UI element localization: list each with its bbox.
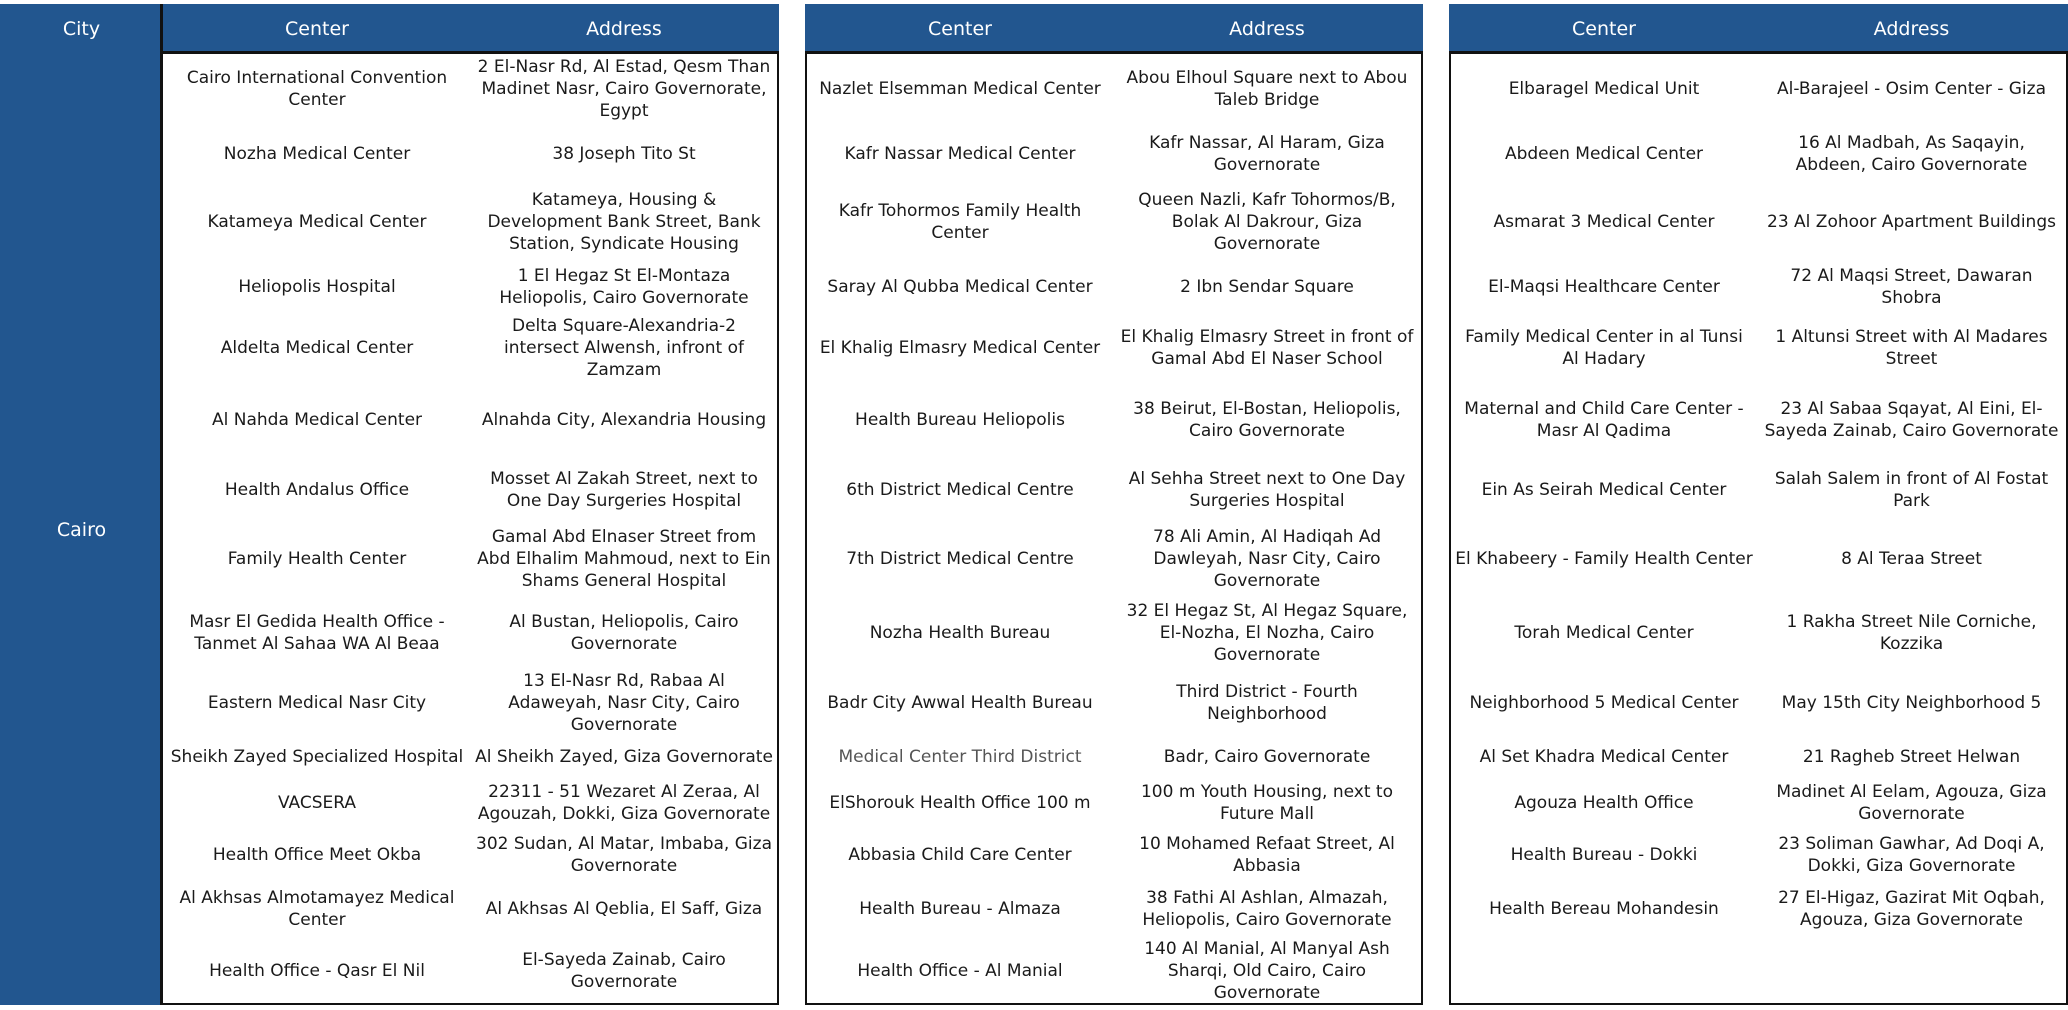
- table-cell-address: 22311 - 51 Wezaret Al Zeraa, Al Agouzah, Dokki, Giza Governorate: [477, 781, 771, 824]
- table-cell-address: 1 Altunsi Street with Al Madares Street: [1775, 326, 2048, 369]
- table-cell-address: 38 Beirut, El-Bostan, Heliopolis, Cairo Governorate: [1133, 399, 1401, 441]
- table-cell-center: Health Office - Al Manial: [857, 960, 1063, 981]
- table-cell-address: Abou Elhoul Square next to Abou Taleb Bridge: [1126, 68, 1408, 110]
- table-cell-center: Nozha Health Bureau: [869, 623, 1051, 643]
- table-cell-center: Kafr Tohormos Family Health Center: [838, 201, 1082, 243]
- city-column: [0, 4, 163, 1005]
- table-cell-address: Al Bustan, Heliopolis, Cairo Governorate: [509, 612, 739, 654]
- table-cell-address: 38 Joseph Tito St: [552, 144, 696, 164]
- table-cell-address: Gamal Abd Elnaser Street from Abd Elhalim Mahmoud, next to Ein Shams General Hospital: [477, 527, 771, 591]
- header-address-3: Address: [1873, 18, 1950, 40]
- table-cell-center: Sheikh Zayed Specialized Hospital: [170, 746, 464, 767]
- table-cell-address: 23 Al Zohoor Apartment Buildings: [1767, 212, 2056, 232]
- table-cell-address: Al Akhsas Al Qeblia, El Saff, Giza: [485, 898, 763, 919]
- table-cell-address: Queen Nazli, Kafr Tohormos/B, Bolak Al Dakrour, Giza Governorate: [1138, 190, 1396, 254]
- table-cell-address: Badr, Cairo Governorate: [1163, 746, 1371, 767]
- table-cell-center: El Khalig Elmasry Medical Center: [819, 337, 1101, 358]
- table-cell-address: 32 El Hegaz St, Al Hegaz Square, El-Nozha, El Nozha, Cairo Governorate: [1126, 601, 1408, 665]
- city-name: Cairo: [56, 519, 107, 541]
- table-cell-address: 27 El-Higaz, Gazirat Mit Oqbah, Agouza, Giza Governorate: [1778, 887, 2045, 930]
- table-cell-address: 100 m Youth Housing, next to Future Mall: [1140, 781, 1393, 824]
- table-cell-address: Salah Salem in front of Al Fostat Park: [1774, 469, 2049, 511]
- table-cell-address: 140 Al Manial, Al Manyal Ash Sharqi, Old Cairo, Cairo Governorate: [1144, 938, 1390, 1003]
- table-cell-center: Health Bureau - Almaza: [859, 898, 1061, 919]
- table-cell-center: Saray Al Qubba Medical Center: [827, 276, 1093, 297]
- header-city: City: [62, 18, 101, 40]
- table-cell-center: Health Office - Qasr El Nil: [209, 960, 425, 981]
- table-cell-center: Abbasia Child Care Center: [848, 845, 1072, 865]
- table-cell-address: [1757, 937, 2066, 1004]
- table-cell-address: 72 Al Maqsi Street, Dawaran Shobra: [1790, 265, 2033, 308]
- table-cell-address: 302 Sudan, Al Matar, Imbaba, Giza Governorate: [476, 834, 772, 876]
- table-cell-address: 78 Ali Amin, Al Hadiqah Ad Dawleyah, Nasr City, Cairo Governorate: [1153, 527, 1381, 591]
- table-cell-center: VACSERA: [277, 792, 357, 813]
- table-cell-address: 1 El Hegaz St El-Montaza Heliopolis, Cairo Governorate: [499, 265, 749, 308]
- table-cell-address: Delta Square-Alexandria-2 intersect Alwensh, infront of Zamzam: [503, 315, 744, 380]
- table-cell-address: Madinet Al Eelam, Agouza, Giza Governorate: [1776, 781, 2047, 824]
- table-cell-center: Al Akhsas Almotamayez Medical Center: [179, 887, 455, 930]
- table-cell-center: Family Medical Center in al Tunsi Al Hadary: [1465, 326, 1743, 369]
- table-cell-center: Asmarat 3 Medical Center: [1493, 212, 1715, 232]
- table-cell-center: Medical Center Third District: [838, 746, 1082, 767]
- table-cell-center: Kafr Nassar Medical Center: [844, 144, 1076, 164]
- table-cell-address: 2 El-Nasr Rd, Al Estad, Qesm Than Madinet Nasr, Cairo Governorate, Egypt: [477, 57, 771, 121]
- header-center-3: Center: [1572, 18, 1636, 40]
- table-cell-center: 7th District Medical Centre: [846, 549, 1074, 569]
- table-cell-address: Katameya, Housing & Development Bank Street, Bank Station, Syndicate Housing: [487, 190, 761, 254]
- header-center-2: Center: [928, 18, 992, 40]
- table-cell-center: Health Bureau - Dokki: [1510, 845, 1698, 865]
- table-cell-center: Abdeen Medical Center: [1504, 144, 1704, 164]
- table-cell-address: May 15th City Neighborhood 5: [1781, 693, 2042, 713]
- header-address-2: Address: [1229, 18, 1305, 40]
- table-cell-address: 21 Ragheb Street Helwan: [1802, 746, 2021, 767]
- table-cell-center: Nazlet Elsemman Medical Center: [819, 79, 1101, 99]
- table-cell-center: Cairo International Convention Center: [186, 68, 448, 110]
- table-cell-center: 6th District Medical Centre: [846, 480, 1074, 500]
- table-cell-address: 2 Ibn Sendar Square: [1180, 276, 1354, 297]
- table-cell-center: Ein As Seirah Medical Center: [1481, 480, 1727, 500]
- table-cell-address: Al Sehha Street next to One Day Surgeries Hospital: [1128, 469, 1406, 511]
- table-cell-center: Neighborhood 5 Medical Center: [1469, 693, 1739, 713]
- table-cell-address: Al-Barajeel - Osim Center - Giza: [1777, 79, 2046, 99]
- table-cell-center: ElShorouk Health Office 100 m: [829, 792, 1091, 813]
- table-cell-center: Eastern Medical Nasr City: [207, 693, 427, 713]
- table-cell-center: Al Set Khadra Medical Center: [1479, 746, 1729, 767]
- table-cell-address: 38 Fathi Al Ashlan, Almazah, Heliopolis, Cairo Governorate: [1142, 887, 1392, 930]
- table-cell-center: Maternal and Child Care Center - Masr Al Qadima: [1464, 399, 1744, 441]
- table-cell-address: 23 Soliman Gawhar, Ad Doqi A, Dokki, Giza Governorate: [1778, 834, 2045, 876]
- table-cell-center: Badr City Awwal Health Bureau: [827, 693, 1093, 713]
- table-cell-center: Nozha Medical Center: [223, 144, 411, 164]
- table-cell-center: Health Bureau Heliopolis: [855, 410, 1065, 430]
- table-cell-center: El-Maqsi Healthcare Center: [1488, 276, 1720, 297]
- table-cell-address: 16 Al Madbah, As Saqayin, Abdeen, Cairo Governorate: [1795, 133, 2028, 175]
- table-cell-address: 10 Mohamed Refaat Street, Al Abbasia: [1139, 834, 1395, 876]
- table-cell-center: Torah Medical Center: [1514, 623, 1694, 643]
- table-cell-address: Al Sheikh Zayed, Giza Governorate: [475, 746, 773, 767]
- table-cell-address: El Khalig Elmasry Street in front of Gamal Abd El Naser School: [1120, 326, 1414, 369]
- table-cell-center: Masr El Gedida Health Office - Tanmet Al Sahaa WA Al Beaa: [189, 612, 445, 654]
- table-cell-center: Agouza Health Office: [1514, 792, 1694, 813]
- table-cell-center: Elbaragel Medical Unit: [1508, 79, 1700, 99]
- table-cell-address: Third District - Fourth Neighborhood: [1176, 682, 1358, 724]
- table-cell-address: El-Sayeda Zainab, Cairo Governorate: [522, 949, 726, 992]
- table-cell-address: Kafr Nassar, Al Haram, Giza Governorate: [1149, 133, 1385, 175]
- table-cell-center: [1451, 937, 1757, 1004]
- table-cell-address: Alnahda City, Alexandria Housing: [481, 410, 767, 430]
- header-center-1: Center: [285, 18, 349, 40]
- table-cell-center: El Khabeery - Family Health Center: [1455, 549, 1753, 569]
- table-cell-center: Al Nahda Medical Center: [211, 410, 423, 430]
- table-cell-center: Health Andalus Office: [224, 480, 410, 500]
- header-address-1: Address: [586, 18, 662, 40]
- table-cell-address: 1 Rakha Street Nile Corniche, Kozzika: [1786, 612, 2037, 654]
- table-cell-center: Health Bereau Mohandesin: [1489, 898, 1719, 919]
- table-cell-center: Health Office Meet Okba: [212, 845, 422, 865]
- table-cell-address: 23 Al Sabaa Sqayat, Al Eini, El-Sayeda Zainab, Cairo Governorate: [1764, 399, 2059, 441]
- table-cell-center: Aldelta Medical Center: [220, 337, 414, 358]
- table-cell-address: Mosset Al Zakah Street, next to One Day Surgeries Hospital: [490, 469, 758, 511]
- table-cell-center: Heliopolis Hospital: [238, 276, 396, 297]
- table-cell-address: 8 Al Teraa Street: [1841, 549, 1982, 569]
- table-cell-center: Katameya Medical Center: [207, 212, 427, 232]
- table-cell-center: Family Health Center: [227, 549, 407, 569]
- table-cell-address: 13 El-Nasr Rd, Rabaa Al Adaweyah, Nasr City, Cairo Governorate: [508, 671, 740, 735]
